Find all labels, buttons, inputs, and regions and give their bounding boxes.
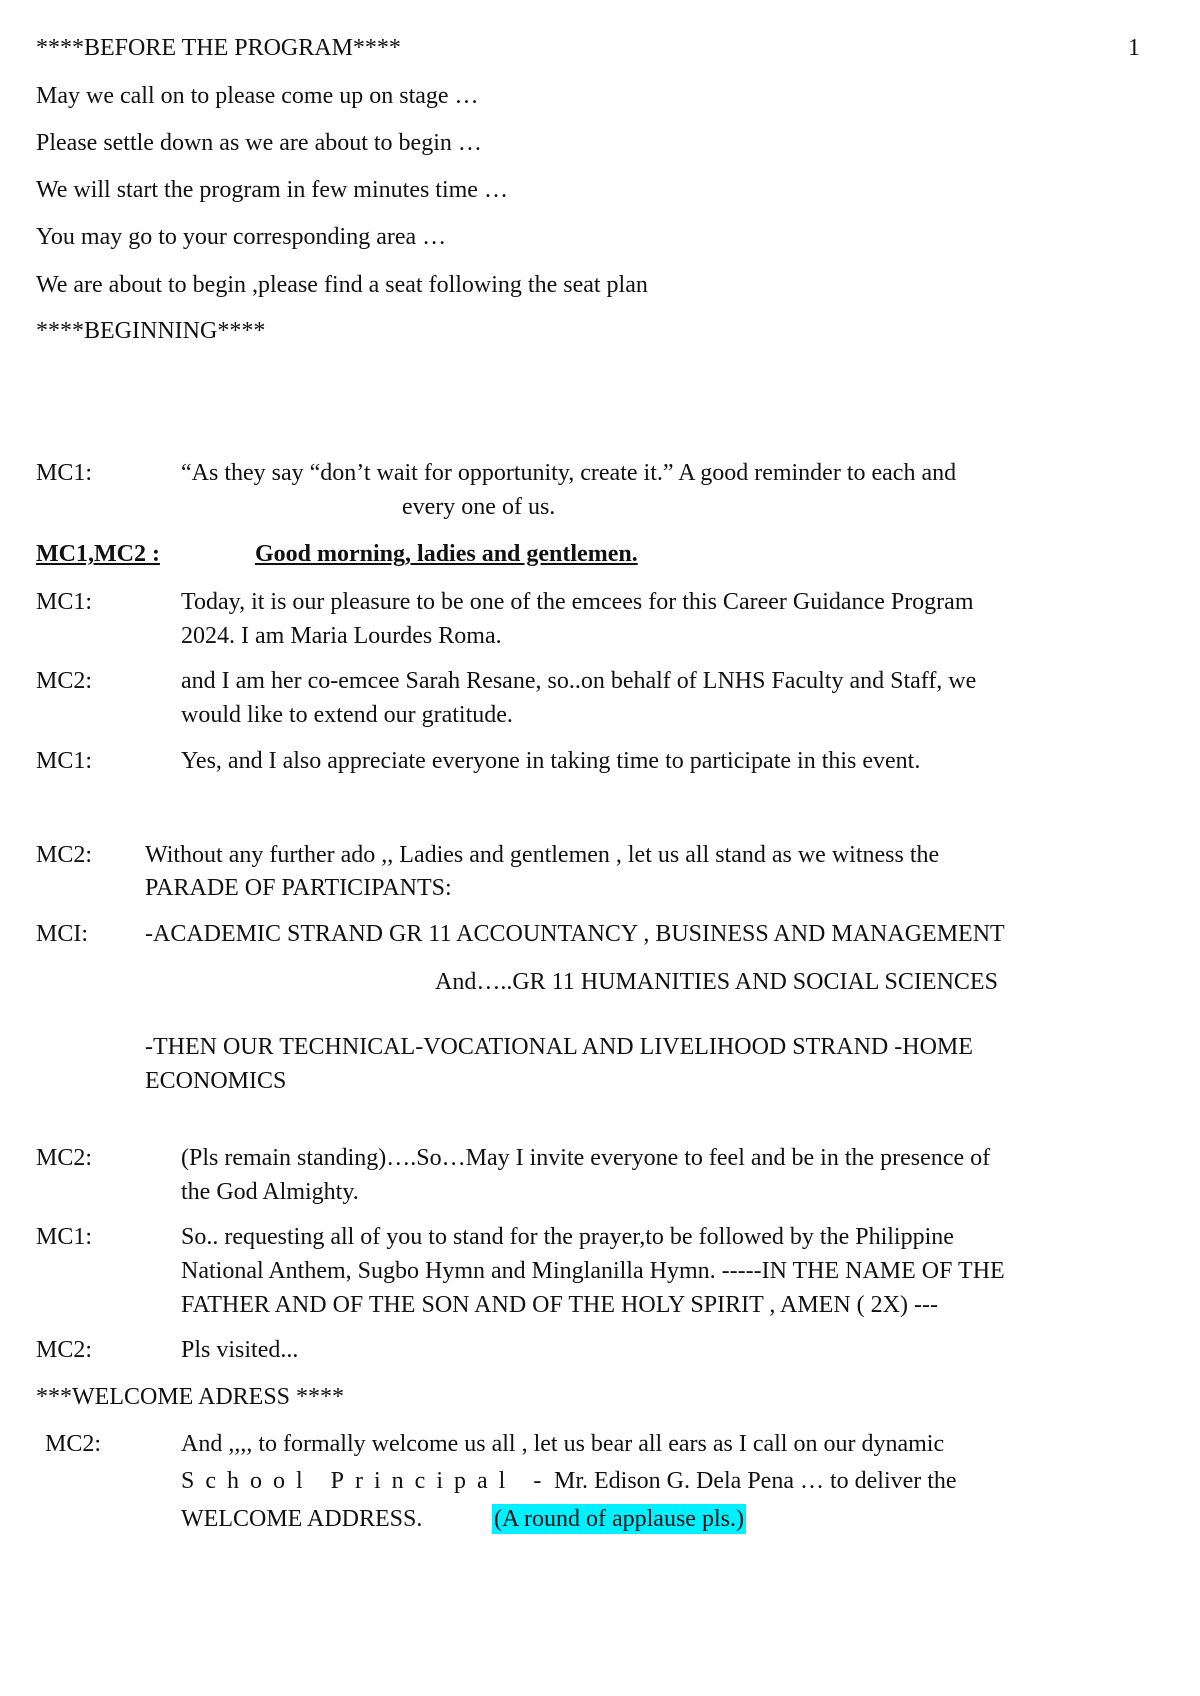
applause-highlight: (A round of applause pls.) [494,1506,744,1532]
dialogue-line: Today, it is our pleasure to be one of the emcees for this Career Guidance Program [181,589,974,615]
dialogue-line: And ,,,, to formally welcome us all , let us bear all ears as I call on our dynamic [181,1431,945,1457]
beginning-heading: ****BEGINNING**** [36,318,266,344]
speaker-label: MC2: [36,842,93,868]
before-line-4: You may go to your corresponding area … [36,224,447,250]
greeting-text: Good morning, ladies and gentlemen. [255,541,638,567]
dialogue-line: Yes, and I also appreciate everyone in taking time to participate in this event. [181,748,921,774]
dialogue-line: “As they say “don’t wait for opportunity, create it.” A good reminder to each and [181,460,957,486]
before-line-1: May we call on to please come up on stage … [36,83,479,109]
dialogue-line: PARADE OF PARTICIPANTS: [145,875,452,901]
dialogue-line: Without any further ado ,, Ladies and gentlemen , let us all stand as we witness the [145,842,940,868]
welcome-heading: ***WELCOME ADRESS **** [36,1384,345,1410]
dialogue-line: every one of us. [402,494,556,520]
dialogue-line: and I am her co-emcee Sarah Resane, so..on behalf of LNHS Faculty and Staff, we [181,668,977,694]
dialogue-line: (Pls remain standing)….So…May I invite everyone to feel and be in the presence of [181,1145,991,1171]
dialogue-line: the God Almighty. [181,1179,359,1205]
speaker-label: MC1: [36,748,93,774]
principal-title-spaced: School Principal - [181,1468,553,1494]
speaker-label: MC1: [36,460,93,486]
dialogue-line: ECONOMICS [145,1068,287,1094]
speaker-label: MC2: [45,1431,102,1457]
dialogue-line: Pls visited... [181,1337,299,1363]
speaker-label: MC1: [36,1224,93,1250]
dialogue-line: And…..GR 11 HUMANITIES AND SOCIAL SCIENCES [435,969,998,995]
dialogue-line: National Anthem, Sugbo Hymn and Minglanilla Hymn. -----IN THE NAME OF THE [181,1258,1005,1284]
dialogue-line: FATHER AND OF THE SON AND OF THE HOLY SPIRIT , AMEN ( 2X) --- [181,1292,938,1318]
speaker-label: MC2: [36,1145,93,1171]
speaker-label: MC2: [36,668,93,694]
dialogue-line: WELCOME ADDRESS. [181,1506,423,1532]
dialogue-line: Mr. Edison G. Dela Pena … to deliver the [554,1468,957,1494]
speaker-label: MC1: [36,589,93,615]
page-number: 1 [1128,35,1140,61]
speaker-label: MC2: [36,1337,93,1363]
dialogue-line: -THEN OUR TECHNICAL-VOCATIONAL AND LIVELIHOOD STRAND -HOME [145,1034,973,1060]
dialogue-line: -ACADEMIC STRAND GR 11 ACCOUNTANCY , BUSINESS AND MANAGEMENT [145,921,1005,947]
before-line-2: Please settle down as we are about to begin … [36,130,482,156]
speaker-label-both: MC1,MC2 : [36,541,160,567]
before-program-heading: ****BEFORE THE PROGRAM**** [36,35,401,61]
before-line-5: We are about to begin ,please find a seat following the seat plan [36,272,648,298]
speaker-label: MCI: [36,921,89,947]
dialogue-line: would like to extend our gratitude. [181,702,513,728]
dialogue-line: 2024. I am Maria Lourdes Roma. [181,623,502,649]
before-line-3: We will start the program in few minutes time … [36,177,508,203]
dialogue-line: So.. requesting all of you to stand for the prayer,to be followed by the Philippine [181,1224,954,1250]
